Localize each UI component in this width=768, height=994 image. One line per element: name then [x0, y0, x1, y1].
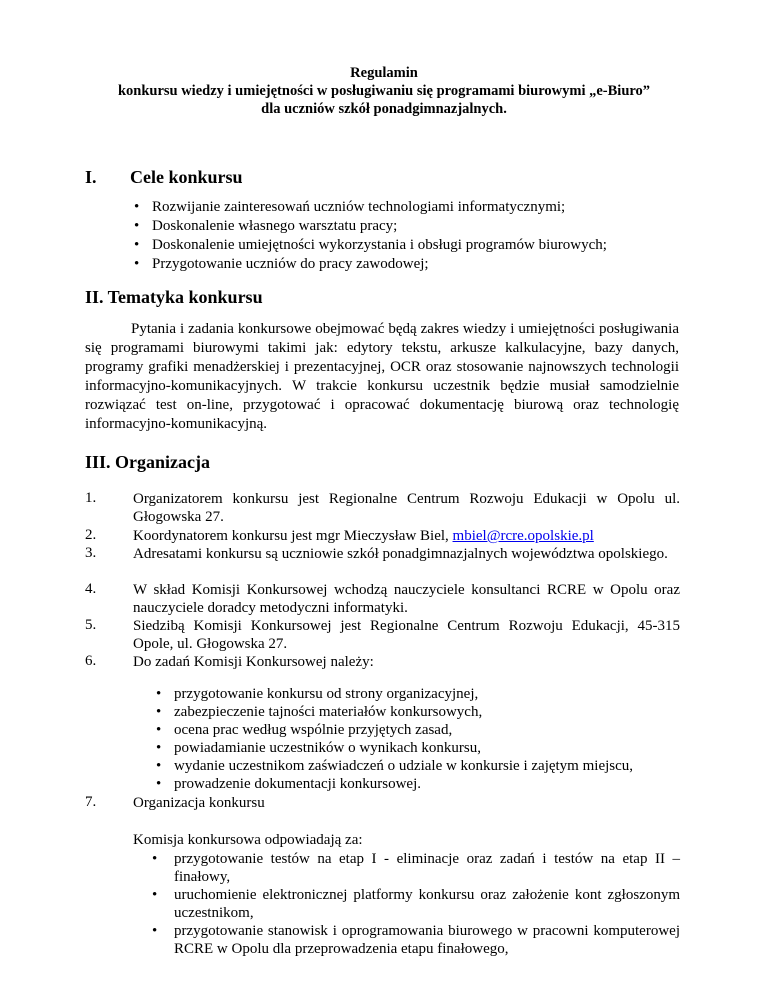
list-item: • Rozwijanie zainteresowań uczniów technologiami informatycznymi; [134, 199, 566, 215]
title-line-3: dla uczniów szkół ponadgimnazjalnych. [261, 101, 507, 117]
topics-paragraph: Pytania i zadania konkursowe obejmować będą zakres wiedzy i umiejętności posługiwania się programami biurowymi takimi jak: edytory tekstu, arkusze kalkulacyjne, bazy danych, programy grafiki menadżerskiej i prezentacyjnej, OCR oraz stosowanie najnowszych technologii informacyjno-komunikacyjnych. W trakcie konkursu uczestnik będzie musiał samodzielnie rozwiązać test on-line, przygotować i opracować dokumentację biurową oraz technologię informacyjno-komunikacyjną. [85, 321, 679, 432]
list-item: • uruchomienie elektronicznej platformy konkursu oraz założenie kont zgłoszonym uczestnikom, [152, 887, 680, 921]
list-item: • przygotowanie testów na etap I - eliminacje oraz zadań i testów na etap II – finałowy, [152, 851, 680, 885]
section-1-number: I. [85, 167, 97, 187]
bullet-icon: • [152, 851, 158, 867]
bullet-icon: • [134, 218, 140, 234]
list-item: • ocena prac według wspólnie przyjętych zasad, [156, 722, 453, 738]
section-1-title: Cele konkursu [130, 167, 243, 187]
bullet-icon: • [156, 776, 162, 792]
bullet-icon: • [156, 722, 162, 738]
bullet-icon: • [134, 199, 140, 215]
section-2-title: II. Tematyka konkursu [85, 287, 263, 307]
bullet-icon: • [134, 256, 140, 272]
list-item: • prowadzenie dokumentacji konkursowej. [156, 776, 422, 792]
list-item: • Doskonalenie własnego warsztatu pracy; [134, 218, 398, 234]
bullet-icon: • [156, 758, 162, 774]
bullet-icon: • [134, 237, 140, 253]
commission-duties-list [156, 686, 680, 794]
bullet-icon: • [156, 740, 162, 756]
bullet-icon: • [152, 923, 158, 939]
commission-intro: Komisja konkursowa odpowiadają za: [133, 832, 363, 848]
coordinator-email-link[interactable]: mbiel@rcre.opolskie.pl [452, 528, 594, 544]
section-3-title: III. Organizacja [85, 452, 210, 472]
list-item: • Doskonalenie umiejętności wykorzystania i obsługi programów biurowych; [134, 237, 607, 253]
list-item: • wydanie uczestnikom zaświadczeń o udziale w konkursie i zajętym miejscu, [156, 758, 634, 774]
document-title [0, 64, 768, 118]
title-line-1: Regulamin [350, 65, 418, 81]
list-item: • powiadamianie uczestników o wynikach konkursu, [156, 740, 482, 756]
list-item: • przygotowanie stanowisk i oprogramowania biurowego w pracowni komputerowej RCRE w Opolu dla przeprowadzenia etapu finałowego, [152, 923, 680, 957]
list-item: • przygotowanie konkursu od strony organizacyjnej, [156, 686, 479, 702]
goals-list [134, 199, 712, 275]
section-1-heading [85, 169, 97, 186]
list-item: • Przygotowanie uczniów do pracy zawodowej; [134, 256, 429, 272]
commission-responsibilities-list [152, 850, 680, 958]
bullet-icon: • [152, 887, 158, 903]
bullet-icon: • [156, 704, 162, 720]
bullet-icon: • [156, 686, 162, 702]
title-line-2: konkursu wiedzy i umiejętności w posługiwaniu się programami biurowymi „e-Biuro” [117, 83, 651, 99]
list-item: • zabezpieczenie tajności materiałów konkursowych, [156, 704, 483, 720]
document-page: Regulamin konkursu wiedzy i umiejętności w posługiwaniu się programami biurowymi „e-Biuro” dla uczniów szkół ponadgimnazjalnych. I. Cele konkursu • Rozwijanie zainteresowań uczniów technologiami informatycznymi; • Doskonalenie własnego warsztatu pracy; • Doskonalenie umiejętności wykorzystania i obsługi programów biurowych; • Przygotowanie uczniów do pracy zawodowej; II. Tematyka konkursu Pytania i zadania konkursowe obejmować będą zakres wiedzy i umiejętności posługiwania się programami biurowymi takimi jak: edytory tekstu, arkusze kalkulacyjne, bazy danych, programy grafiki menadżerskiej i prezentacyjnej, OCR oraz stosowanie najnowszych technologii informacyjno-komunikacyjnych. W trakcie konkursu uczestnik będzie musiał samodzielnie rozwiązać test on-line, przygotować i opracować dokumentację biurową oraz technologię informacyjno-komunikacyjną. III. Organizacja 1. Organizatorem konkursu jest Regionalne Centrum Rozwoju Edukacji w Opolu ul. Głogowska 27. 2. Koordynatorem konkursu jest mgr Mieczysław Biel, mbiel@rcre.opolskie.pl 3. Adresatami konkursu są uczniowie szkół ponadgimnazjalnych województwa opolskiego. 4. W skład Komisji Konkursowej wchodzą nauczyciele konsultanci RCRE w Opolu oraz nauczyciele doradcy metodyczni informatyki. 5. Siedzibą Komisji Konkursowej jest Regionalne Centrum Rozwoju Edukacji, 45-315 Opole, ul. Głogowska 27. 6. Do zadań Komisji Konkursowej należy: • przygotowanie konkursu od strony organizacyjnej, • zabezpieczenie tajności materiałów konkursowych, • ocena prac według wspólnie przyjętych zasad, • powiadamianie uczestników o wynikach konkursu, • wydanie uczestnikom zaświadczeń o udziale w konkursie i zajętym miejscu, • prowadzenie dokumentacji konkursowej. 7. Organizacja konkursu Komisja konkursowa odpowiadają za: • przygotowanie testów na etap I - eliminacje oraz zadań i testów na etap II – finałowy, • uruchomienie elektronicznej platformy konkursu oraz założenie kont zgłoszonym uczestnikom, • przygotowanie stanowisk i oprogramowania biurowego w pracowni komputerowej RCRE w Opolu dla przeprowadzenia etapu finałowego, [0, 0, 768, 994]
